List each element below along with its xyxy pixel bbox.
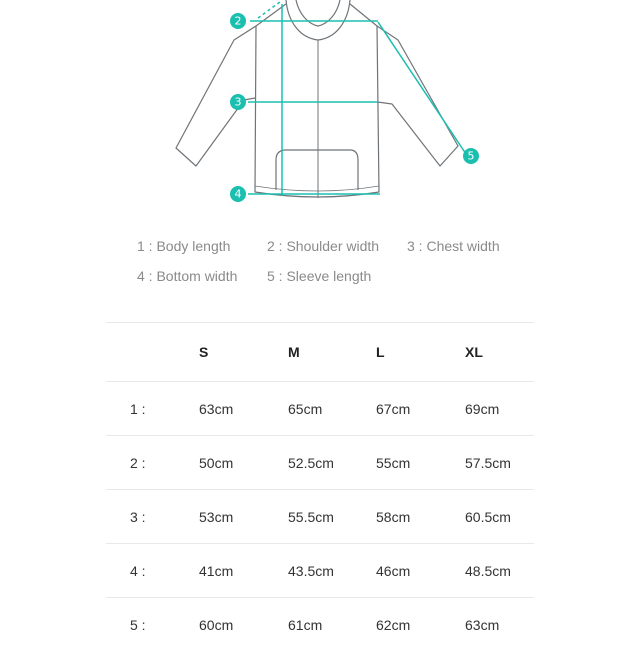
table-cell: 61cm [288, 616, 323, 633]
table-cell: 58cm [376, 508, 411, 525]
legend-shoulder-width: 2 : Shoulder width [267, 238, 380, 254]
table-cell: 57.5cm [465, 454, 511, 471]
legend-row-2 [0, 268, 640, 288]
table-cell: 55cm [376, 454, 411, 471]
row-label: 3 : [130, 508, 146, 525]
table-row [106, 381, 534, 435]
table-cell: 65cm [288, 400, 323, 417]
row-label: 2 : [130, 454, 146, 471]
table-cell: 62cm [376, 616, 411, 633]
marker-4-icon [230, 186, 246, 202]
table-cell: 63cm [199, 400, 234, 417]
legend-chest-width: 3 : Chest width [407, 238, 500, 254]
row-label: 5 : [130, 616, 146, 633]
row-label: 1 : [130, 400, 146, 417]
table-header-row [106, 322, 534, 381]
marker-3-icon [230, 94, 246, 110]
table-row [106, 543, 534, 597]
header-size-s: S [199, 344, 209, 360]
legend-bottom-width: 4 : Bottom width [137, 268, 238, 284]
table-cell: 69cm [465, 400, 500, 417]
marker-2-icon [230, 13, 246, 29]
legend-row-1 [0, 238, 640, 258]
row-label: 4 : [130, 562, 146, 579]
svg-text:4: 4 [234, 187, 242, 201]
table-row [106, 435, 534, 489]
legend-body-length: 1 : Body length [137, 238, 231, 254]
table-cell: 60.5cm [465, 508, 511, 525]
table-cell: 46cm [376, 562, 411, 579]
table-cell: 48.5cm [465, 562, 511, 579]
svg-text:2: 2 [234, 14, 242, 28]
table-cell: 55.5cm [288, 508, 334, 525]
table-cell: 50cm [199, 454, 234, 471]
hoodie-outline-icon [176, 0, 458, 198]
table-row [106, 597, 534, 651]
table-cell: 41cm [199, 562, 234, 579]
table-row [106, 489, 534, 543]
legend-sleeve-length: 5 : Sleeve length [267, 268, 372, 284]
marker-5-icon [463, 148, 479, 164]
table-cell: 67cm [376, 400, 411, 417]
header-size-xl: XL [465, 344, 483, 360]
size-table [106, 322, 534, 651]
hoodie-measurement-diagram [0, 0, 640, 215]
table-cell: 63cm [465, 616, 500, 633]
table-cell: 43.5cm [288, 562, 334, 579]
header-size-l: L [376, 344, 385, 360]
measurement-guides [248, 2, 466, 196]
svg-text:3: 3 [234, 95, 242, 109]
table-cell: 60cm [199, 616, 234, 633]
table-cell: 52.5cm [288, 454, 334, 471]
table-cell: 53cm [199, 508, 234, 525]
svg-text:5: 5 [467, 149, 475, 163]
header-size-m: M [288, 344, 300, 360]
